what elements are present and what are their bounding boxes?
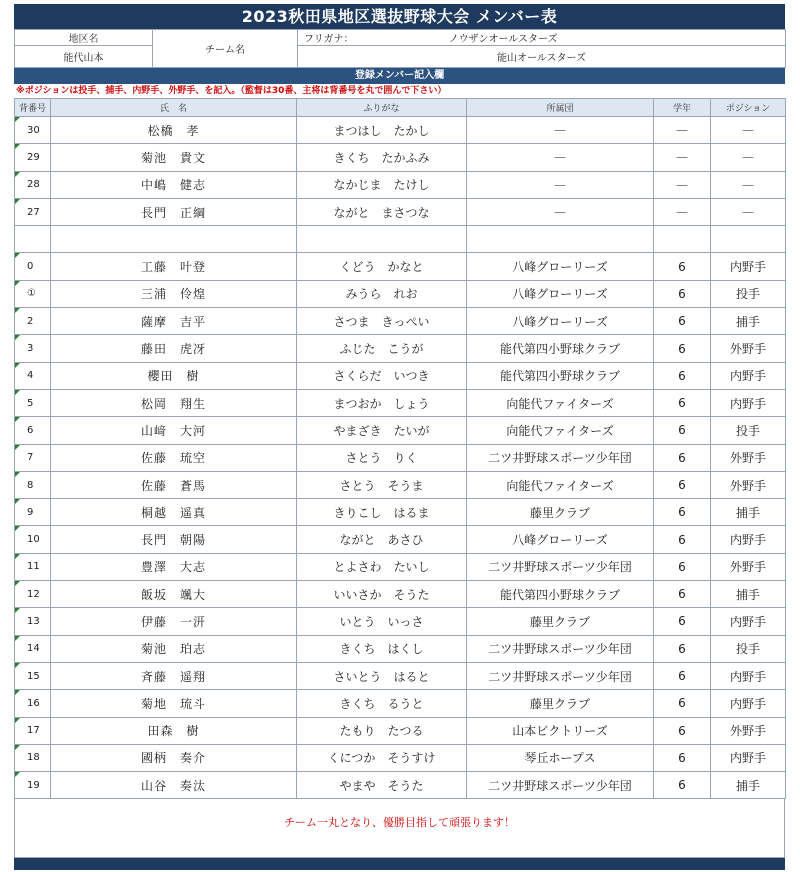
player-grade: 6 xyxy=(654,690,711,717)
player-number: 18 xyxy=(15,744,51,771)
player-number: 19 xyxy=(15,772,51,799)
table-row xyxy=(15,635,786,662)
player-kana: やまざき たいが xyxy=(297,417,467,444)
player-number: 4 xyxy=(15,362,51,389)
player-grade: 6 xyxy=(654,635,711,662)
col-grade: 学年 xyxy=(654,99,711,117)
player-team: 二ツ井野球スポーツ少年団 xyxy=(467,772,654,799)
section-title: 登録メンバー記入欄 xyxy=(14,68,785,84)
player-grade: 6 xyxy=(654,553,711,580)
table-row xyxy=(15,362,786,389)
player-number: 27 xyxy=(15,198,51,225)
player-name: 佐藤 蒼馬 xyxy=(51,471,297,498)
player-name: 桐越 遥真 xyxy=(51,499,297,526)
player-name: 長門 朝陽 xyxy=(51,526,297,553)
player-kana: とよさわ たいし xyxy=(297,553,467,580)
blank-cell xyxy=(15,226,51,253)
player-position: 内野手 xyxy=(711,744,786,771)
col-team: 所属団 xyxy=(467,99,654,117)
blank-cell xyxy=(297,226,467,253)
player-team: 向能代ファイターズ xyxy=(467,389,654,416)
table-row xyxy=(15,280,786,307)
player-team: 八峰グローリーズ xyxy=(467,280,654,307)
player-team: 山本ビクトリーズ xyxy=(467,717,654,744)
table-row xyxy=(15,553,786,580)
table-row xyxy=(15,608,786,635)
player-grade: 6 xyxy=(654,417,711,444)
player-position: 内野手 xyxy=(711,526,786,553)
player-kana: きりこし はるま xyxy=(297,499,467,526)
blank-cell xyxy=(467,226,654,253)
player-name: 山﨑 大河 xyxy=(51,417,297,444)
table-row xyxy=(15,417,786,444)
player-grade: — xyxy=(654,144,711,171)
table-row xyxy=(15,717,786,744)
player-kana: さいとう はると xyxy=(297,662,467,689)
player-kana: さつま きっぺい xyxy=(297,308,467,335)
player-kana: みうら れお xyxy=(297,280,467,307)
player-position: 外野手 xyxy=(711,717,786,744)
player-grade: — xyxy=(654,117,711,144)
player-team: 向能代ファイターズ xyxy=(467,417,654,444)
player-name: 飯坂 颯大 xyxy=(51,581,297,608)
player-number: 10 xyxy=(15,526,51,553)
player-kana: ふじた こうが xyxy=(297,335,467,362)
player-team: 琴丘ホープス xyxy=(467,744,654,771)
player-grade: — xyxy=(654,198,711,225)
player-kana: きくち たかふみ xyxy=(297,144,467,171)
player-kana: まつはし たかし xyxy=(297,117,467,144)
team-furigana-cell xyxy=(298,30,786,46)
player-grade: 6 xyxy=(654,526,711,553)
player-name: 長門 正綱 xyxy=(51,198,297,225)
player-position: 外野手 xyxy=(711,471,786,498)
team-name: 能山オールスターズ xyxy=(298,46,786,68)
player-kana: きくち はくし xyxy=(297,635,467,662)
player-grade: 6 xyxy=(654,362,711,389)
roster-header xyxy=(15,99,786,117)
table-row xyxy=(15,662,786,689)
player-name: 菊地 琉斗 xyxy=(51,690,297,717)
player-kana: くどう かなと xyxy=(297,253,467,280)
player-position: — xyxy=(711,144,786,171)
player-number: 15 xyxy=(15,662,51,689)
player-name: 豊澤 大志 xyxy=(51,553,297,580)
footer-box xyxy=(14,799,785,858)
table-row xyxy=(15,389,786,416)
blank-cell xyxy=(654,226,711,253)
player-kana: ながと あさひ xyxy=(297,526,467,553)
player-number: ① xyxy=(15,280,51,307)
player-name: 藤田 虎冴 xyxy=(51,335,297,362)
player-grade: 6 xyxy=(654,253,711,280)
furigana-label: フリガナ： xyxy=(304,34,354,45)
player-number: 13 xyxy=(15,608,51,635)
player-grade: 6 xyxy=(654,608,711,635)
player-team: — xyxy=(467,117,654,144)
player-number: 2 xyxy=(15,308,51,335)
staff-row xyxy=(15,171,786,198)
player-kana: くにつか そうすけ xyxy=(297,744,467,771)
player-team: 藤里クラブ xyxy=(467,499,654,526)
player-number: 16 xyxy=(15,690,51,717)
player-position: 内野手 xyxy=(711,608,786,635)
player-grade: 6 xyxy=(654,499,711,526)
player-number: 11 xyxy=(15,553,51,580)
player-number: 6 xyxy=(15,417,51,444)
player-name: 伊藤 一汧 xyxy=(51,608,297,635)
table-row xyxy=(15,471,786,498)
player-position: 投手 xyxy=(711,280,786,307)
table-row xyxy=(15,308,786,335)
player-team: 八峰グローリーズ xyxy=(467,253,654,280)
player-grade: 6 xyxy=(654,389,711,416)
player-team: 向能代ファイターズ xyxy=(467,471,654,498)
player-number: 8 xyxy=(15,471,51,498)
player-grade: — xyxy=(654,171,711,198)
bottom-bar xyxy=(14,858,785,870)
player-name: 斉藤 遥翔 xyxy=(51,662,297,689)
player-name: 三浦 伶煌 xyxy=(51,280,297,307)
team-name-label: チーム名 xyxy=(153,30,298,68)
player-grade: 6 xyxy=(654,280,711,307)
player-number: 5 xyxy=(15,389,51,416)
sheet-title: 2023秋田県地区選抜野球大会 メンバー表 xyxy=(14,4,785,29)
player-team: — xyxy=(467,198,654,225)
player-name: 松橋 孝 xyxy=(51,117,297,144)
player-name: 國柄 奏介 xyxy=(51,744,297,771)
district-value: 能代山本 xyxy=(15,46,153,68)
player-position: 外野手 xyxy=(711,444,786,471)
player-number: 17 xyxy=(15,717,51,744)
player-number: 14 xyxy=(15,635,51,662)
player-kana: さとう りく xyxy=(297,444,467,471)
player-grade: 6 xyxy=(654,581,711,608)
member-sheet xyxy=(14,4,785,870)
player-name: 中嶋 健志 xyxy=(51,171,297,198)
player-kana: きくち るうと xyxy=(297,690,467,717)
player-position: 内野手 xyxy=(711,662,786,689)
player-grade: 6 xyxy=(654,772,711,799)
player-position: 投手 xyxy=(711,635,786,662)
player-name: 菊池 珀志 xyxy=(51,635,297,662)
player-number: 28 xyxy=(15,171,51,198)
player-grade: 6 xyxy=(654,744,711,771)
col-number: 背番号 xyxy=(15,99,51,117)
player-team: 八峰グローリーズ xyxy=(467,308,654,335)
table-row xyxy=(15,335,786,362)
table-row xyxy=(15,253,786,280)
player-name: 菊池 貴文 xyxy=(51,144,297,171)
player-team: — xyxy=(467,171,654,198)
player-position: 捕手 xyxy=(711,308,786,335)
player-position: — xyxy=(711,171,786,198)
player-kana: ながと まさつな xyxy=(297,198,467,225)
staff-row xyxy=(15,144,786,171)
player-name: 佐藤 琉空 xyxy=(51,444,297,471)
player-position: 捕手 xyxy=(711,499,786,526)
player-kana: たもり たつる xyxy=(297,717,467,744)
table-row xyxy=(15,772,786,799)
col-position: ポジション xyxy=(711,99,786,117)
table-row xyxy=(15,526,786,553)
player-kana: まつおか しょう xyxy=(297,389,467,416)
player-team: 八峰グローリーズ xyxy=(467,526,654,553)
team-furigana: ノウザンオールスターズ xyxy=(448,34,558,45)
player-grade: 6 xyxy=(654,471,711,498)
roster-table xyxy=(14,98,786,799)
player-number: 29 xyxy=(15,144,51,171)
player-name: 山谷 奏汰 xyxy=(51,772,297,799)
player-kana: さくらだ いつき xyxy=(297,362,467,389)
player-team: 藤里クラブ xyxy=(467,608,654,635)
player-name: 田森 樹 xyxy=(51,717,297,744)
player-kana: いいさか そうた xyxy=(297,581,467,608)
player-team: 能代第四小野球クラブ xyxy=(467,335,654,362)
player-grade: 6 xyxy=(654,335,711,362)
col-kana: ふりがな xyxy=(297,99,467,117)
footer-message: チーム一丸となり、優勝目指して頑張ります！ xyxy=(284,816,515,830)
table-row xyxy=(15,499,786,526)
roster-body xyxy=(15,117,786,799)
player-number: 9 xyxy=(15,499,51,526)
player-position: 投手 xyxy=(711,417,786,444)
staff-row xyxy=(15,117,786,144)
player-team: 二ツ井野球スポーツ少年団 xyxy=(467,635,654,662)
player-position: 捕手 xyxy=(711,772,786,799)
player-number: 7 xyxy=(15,444,51,471)
player-kana: やまや そうた xyxy=(297,772,467,799)
blank-cell xyxy=(51,226,297,253)
player-team: 二ツ井野球スポーツ少年団 xyxy=(467,444,654,471)
table-row xyxy=(15,444,786,471)
player-team: — xyxy=(467,144,654,171)
table-row xyxy=(15,744,786,771)
player-kana: さとう そうま xyxy=(297,471,467,498)
player-position: — xyxy=(711,198,786,225)
table-row xyxy=(15,690,786,717)
player-name: 工藤 叶登 xyxy=(51,253,297,280)
player-kana: なかじま たけし xyxy=(297,171,467,198)
staff-row xyxy=(15,198,786,225)
player-position: 外野手 xyxy=(711,553,786,580)
table-row xyxy=(15,581,786,608)
player-team: 藤里クラブ xyxy=(467,690,654,717)
player-team: 二ツ井野球スポーツ少年団 xyxy=(467,662,654,689)
blank-row xyxy=(15,226,786,253)
district-label: 地区名 xyxy=(15,30,153,46)
position-notice: ※ポジションは投手、捕手、内野手、外野手、を記入。（監督は30番、主将は背番号を丸で囲んで下さい） xyxy=(16,86,447,96)
player-grade: 6 xyxy=(654,308,711,335)
player-team: 二ツ井野球スポーツ少年団 xyxy=(467,553,654,580)
player-name: 櫻田 樹 xyxy=(51,362,297,389)
player-team: 能代第四小野球クラブ xyxy=(467,581,654,608)
player-position: — xyxy=(711,117,786,144)
player-position: 内野手 xyxy=(711,362,786,389)
player-position: 内野手 xyxy=(711,389,786,416)
player-name: 薩摩 吉平 xyxy=(51,308,297,335)
player-number: 30 xyxy=(15,117,51,144)
col-name: 氏 名 xyxy=(51,99,297,117)
player-number: 12 xyxy=(15,581,51,608)
player-name: 松岡 翔生 xyxy=(51,389,297,416)
player-position: 内野手 xyxy=(711,690,786,717)
player-grade: 6 xyxy=(654,662,711,689)
player-position: 内野手 xyxy=(711,253,786,280)
player-number: 0 xyxy=(15,253,51,280)
player-number: 3 xyxy=(15,335,51,362)
blank-cell xyxy=(711,226,786,253)
player-team: 能代第四小野球クラブ xyxy=(467,362,654,389)
player-position: 外野手 xyxy=(711,335,786,362)
player-grade: 6 xyxy=(654,444,711,471)
player-grade: 6 xyxy=(654,717,711,744)
player-kana: いとう いっさ xyxy=(297,608,467,635)
player-position: 捕手 xyxy=(711,581,786,608)
team-info-table xyxy=(14,29,786,68)
